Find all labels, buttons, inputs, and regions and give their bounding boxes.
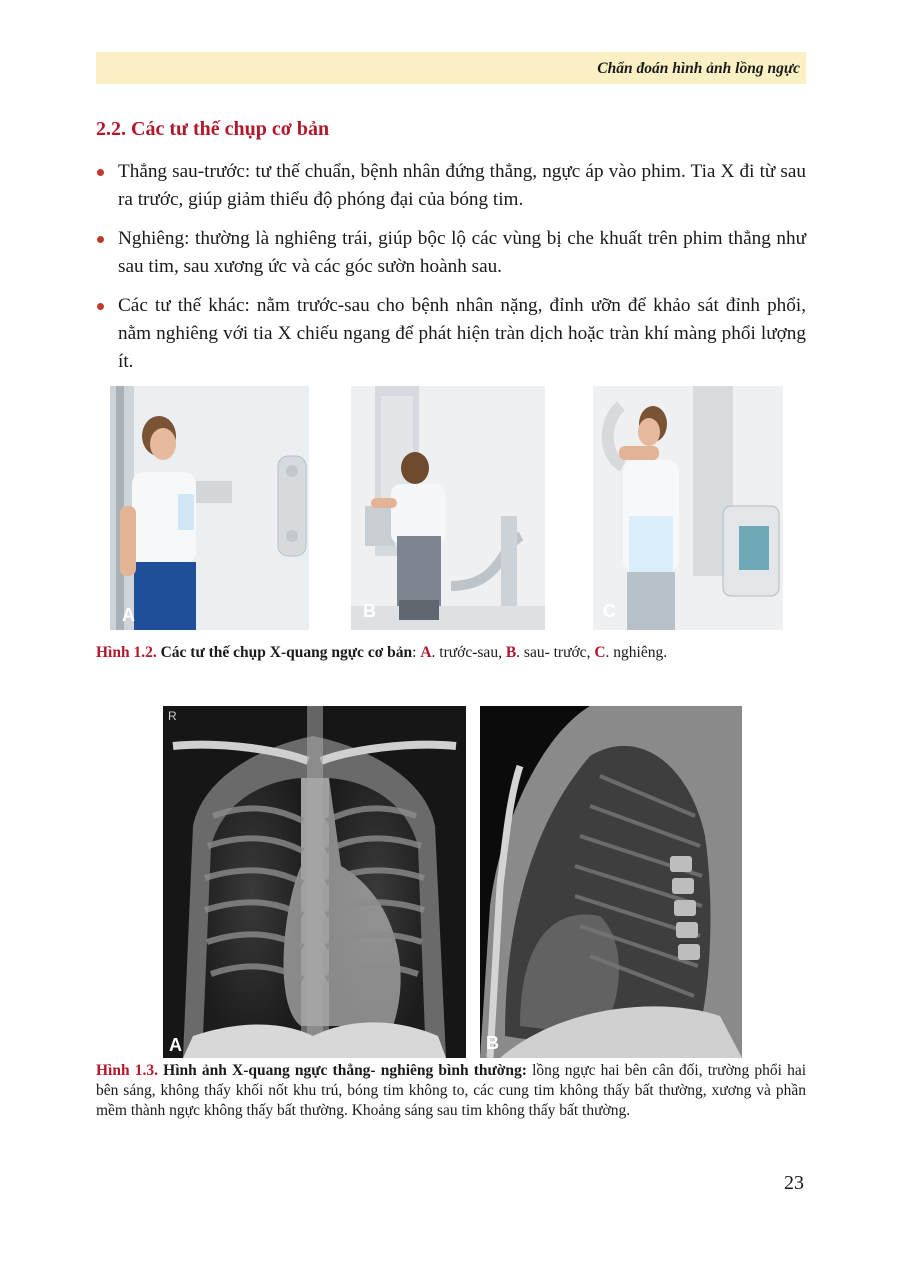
photo-c-illustration [593, 386, 783, 630]
film-marker: R [168, 709, 177, 723]
figure-1-3-text: lồng ngực hai bên cân đối, trường phổi hai bên sáng, không thấy khối nốt khu trú, bóng tim không to, các cung tim không thấy bất thường, xương và phần mềm thành ngực không thấy bất thường. Khoảng sáng sau tim không thấy bất thường. [96, 1062, 807, 1119]
xray-lateral [480, 706, 742, 1058]
bullet-list [96, 158, 806, 387]
running-header-title: Chẩn đoán hình ảnh lồng ngực [597, 60, 800, 77]
bullet-text: Các tư thế khác: nằm trước-sau cho bệnh nhân nặng, đỉnh ưỡn để khảo sát đỉnh phổi, nằm nghiêng với tia X chiếu ngang để phát hiện tràn dịch hoặc tràn khí màng phổi lượng ít. [118, 295, 806, 372]
list-item [96, 292, 806, 376]
photo-b-illustration [351, 386, 545, 630]
figure-1-3-label: Hình 1.3. [96, 1062, 158, 1079]
bullet-dot-icon [97, 236, 104, 243]
photo-a-illustration [110, 386, 309, 630]
panel-label-xray-b: B [486, 1033, 499, 1053]
panel-label-a: A [122, 605, 135, 625]
figure-1-2-caption [96, 643, 667, 663]
figure-1-3-title: Hình ảnh X-quang ngực thẳng- nghiêng bình thường: [163, 1062, 527, 1079]
caption-letter-b: B [505, 644, 517, 661]
figure-1-2-title: Các tư thế chụp X-quang ngực cơ bản [160, 644, 413, 661]
figure-1-2-colon: : [412, 644, 417, 661]
caption-text-c: . nghiêng. [605, 644, 668, 661]
caption-letter-c: C [594, 644, 606, 661]
photo-posture-c [593, 386, 783, 630]
panel-label-xray-a: A [169, 1035, 182, 1055]
list-item [96, 225, 806, 281]
bullet-text: Thẳng sau-trước: tư thế chuẩn, bệnh nhân đứng thẳng, ngực áp vào phim. Tia X đi từ sau ra trước, giúp giảm thiểu độ phóng đại của bóng tim. [118, 161, 806, 210]
figure-1-2-label: Hình 1.2. [96, 644, 157, 661]
caption-text-a: . trước-sau, [431, 644, 502, 661]
bullet-dot-icon [97, 303, 104, 310]
bullet-dot-icon [97, 169, 104, 176]
xray-frontal-illustration [163, 706, 466, 1058]
caption-letter-a: A [420, 644, 432, 661]
xray-frontal [163, 706, 466, 1058]
figure-1-3-caption [96, 1061, 806, 1121]
section-title: 2.2. Các tư thế chụp cơ bản [96, 118, 330, 140]
xray-lateral-illustration [480, 706, 742, 1058]
panel-label-b: B [363, 601, 376, 621]
bullet-text: Nghiêng: thường là nghiêng trái, giúp bộc lộ các vùng bị che khuất trên phim thẳng như sau tim, sau xương ức và các góc sườn hoành sau. [118, 228, 806, 277]
caption-text-b: . sau- trước, [516, 644, 591, 661]
panel-label-c: C [603, 601, 616, 621]
photo-posture-b [351, 386, 545, 630]
photo-posture-a [110, 386, 309, 630]
running-header [96, 52, 806, 84]
page-number: 23 [784, 1172, 804, 1194]
list-item [96, 158, 806, 214]
